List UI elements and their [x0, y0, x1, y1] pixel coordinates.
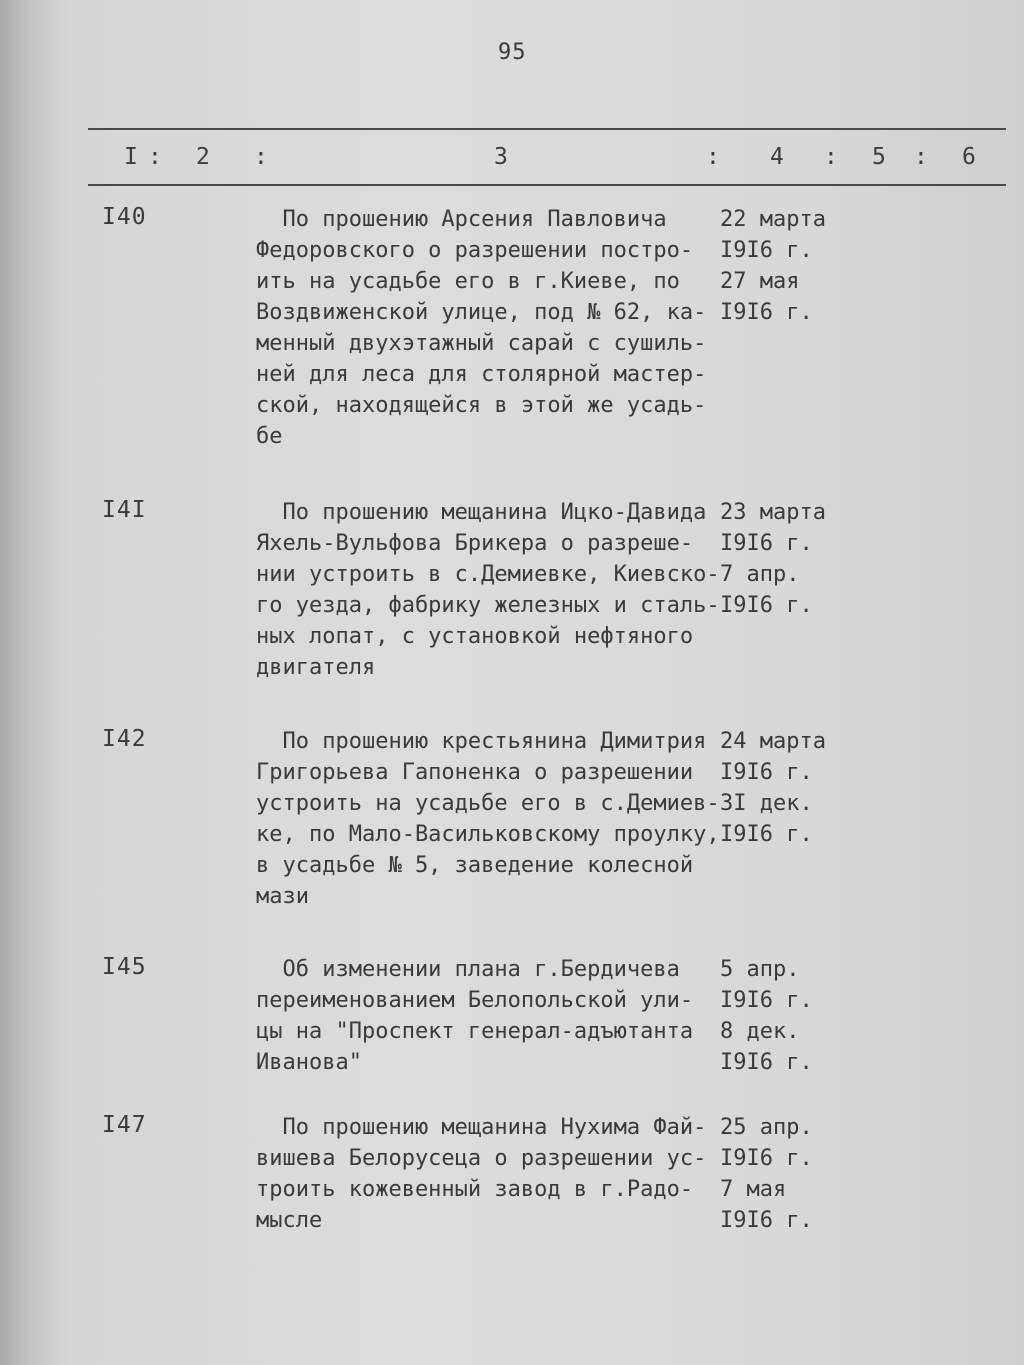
- date-line: 27 мая: [720, 269, 800, 294]
- column-separator: :: [914, 144, 928, 170]
- entry-text-line: По прошению мещанина Нухима Фай-: [256, 1115, 707, 1140]
- date-line: I9I6 г.: [720, 822, 813, 847]
- column-separator: :: [706, 144, 720, 170]
- header-rule-top: [88, 128, 1006, 130]
- entry-text-line: ных лопат, с установкой нефтяного: [256, 624, 694, 649]
- entry-dates: [720, 204, 826, 328]
- date-line: I9I6 г.: [720, 1050, 813, 1075]
- date-line: 24 марта: [720, 729, 826, 754]
- entry-number: I40: [102, 204, 147, 230]
- entry-text-line: менный двухэтажный сарай с сушиль-: [256, 331, 707, 356]
- entry-description: [256, 726, 726, 912]
- date-line: I9I6 г.: [720, 760, 813, 785]
- entry-description: [256, 204, 726, 452]
- entry-text-line: ней для леса для столярной мастер-: [256, 362, 707, 387]
- date-line: I9I6 г.: [720, 1146, 813, 1171]
- entry-text-line: троить кожевенный завод в г.Радо-: [256, 1177, 694, 1202]
- entry-dates: [720, 954, 813, 1078]
- entry-text-line: в усадьбе № 5, заведение колесной: [256, 853, 694, 878]
- date-line: I9I6 г.: [720, 238, 813, 263]
- date-line: I9I6 г.: [720, 593, 813, 618]
- entry-text-line: Воздвиженской улице, под № 62, ка-: [256, 300, 707, 325]
- entry-text-line: бе: [256, 424, 283, 449]
- column-header-2: 2: [196, 144, 210, 170]
- entry-text-line: По прошению мещанина Ицко-Давида: [256, 500, 707, 525]
- date-line: 22 марта: [720, 207, 826, 232]
- entry-text-line: ке, по Мало-Васильковскому проулку,: [256, 822, 720, 847]
- page-number: 95: [498, 40, 527, 65]
- entry-text-line: Григорьева Гапоненка о разрешении: [256, 760, 694, 785]
- entry-description: [256, 1112, 726, 1236]
- entry-dates: [720, 1112, 813, 1236]
- entry-dates: [720, 726, 826, 850]
- entry-text-line: Яхель-Вульфова Брикера о разреше-: [256, 531, 694, 556]
- entry-text-line: го уезда, фабрику железных и сталь-: [256, 593, 720, 618]
- entry-number: I4I: [102, 497, 147, 523]
- entry-number: I42: [102, 726, 147, 752]
- column-header-3: 3: [494, 144, 508, 170]
- date-line: 7 апр.: [720, 562, 800, 587]
- date-line: 5 апр.: [720, 957, 800, 982]
- entry-text-line: устроить на усадьбе его в с.Демиев-: [256, 791, 720, 816]
- entry-text-line: переименованием Белопольской ули-: [256, 988, 694, 1013]
- entry-number: I45: [102, 954, 147, 980]
- date-line: 25 апр.: [720, 1115, 813, 1140]
- entry-text-line: Федоровского о разрешении постро-: [256, 238, 694, 263]
- entry-text-line: Иванова": [256, 1050, 362, 1075]
- entry-text-line: По прошению крестьянина Димитрия: [256, 729, 707, 754]
- entry-text-line: По прошению Арсения Павловича: [256, 207, 667, 232]
- header-rule-bottom: [88, 184, 1006, 186]
- entry-number: I47: [102, 1112, 147, 1138]
- column-separator: :: [824, 144, 838, 170]
- entry-description: [256, 954, 726, 1078]
- date-line: I9I6 г.: [720, 988, 813, 1013]
- date-line: I9I6 г.: [720, 1208, 813, 1233]
- column-header-6: 6: [962, 144, 976, 170]
- entry-text-line: ить на усадьбе его в г.Киеве, по: [256, 269, 680, 294]
- date-line: 23 марта: [720, 500, 826, 525]
- column-header-1: I: [124, 144, 138, 170]
- date-line: 8 дек.: [720, 1019, 800, 1044]
- date-line: 3I дек.: [720, 791, 813, 816]
- entry-text-line: цы на "Проспект генерал-адъютанта: [256, 1019, 694, 1044]
- column-separator: :: [254, 144, 268, 170]
- entry-dates: [720, 497, 826, 621]
- entry-text-line: вишева Белорусеца о разрешении ус-: [256, 1146, 707, 1171]
- entry-text-line: мази: [256, 884, 309, 909]
- date-line: 7 мая: [720, 1177, 787, 1202]
- entry-text-line: мысле: [256, 1208, 323, 1233]
- entry-text-line: нии устроить в с.Демиевке, Киевско-: [256, 562, 720, 587]
- column-header-4: 4: [770, 144, 784, 170]
- entry-text-line: Об изменении плана г.Бердичева: [256, 957, 680, 982]
- entry-text-line: двигателя: [256, 655, 376, 680]
- date-line: I9I6 г.: [720, 300, 813, 325]
- date-line: I9I6 г.: [720, 531, 813, 556]
- column-header-5: 5: [872, 144, 886, 170]
- entry-description: [256, 497, 726, 683]
- entry-text-line: ской, находящейся в этой же усадь-: [256, 393, 707, 418]
- column-separator: :: [148, 144, 162, 170]
